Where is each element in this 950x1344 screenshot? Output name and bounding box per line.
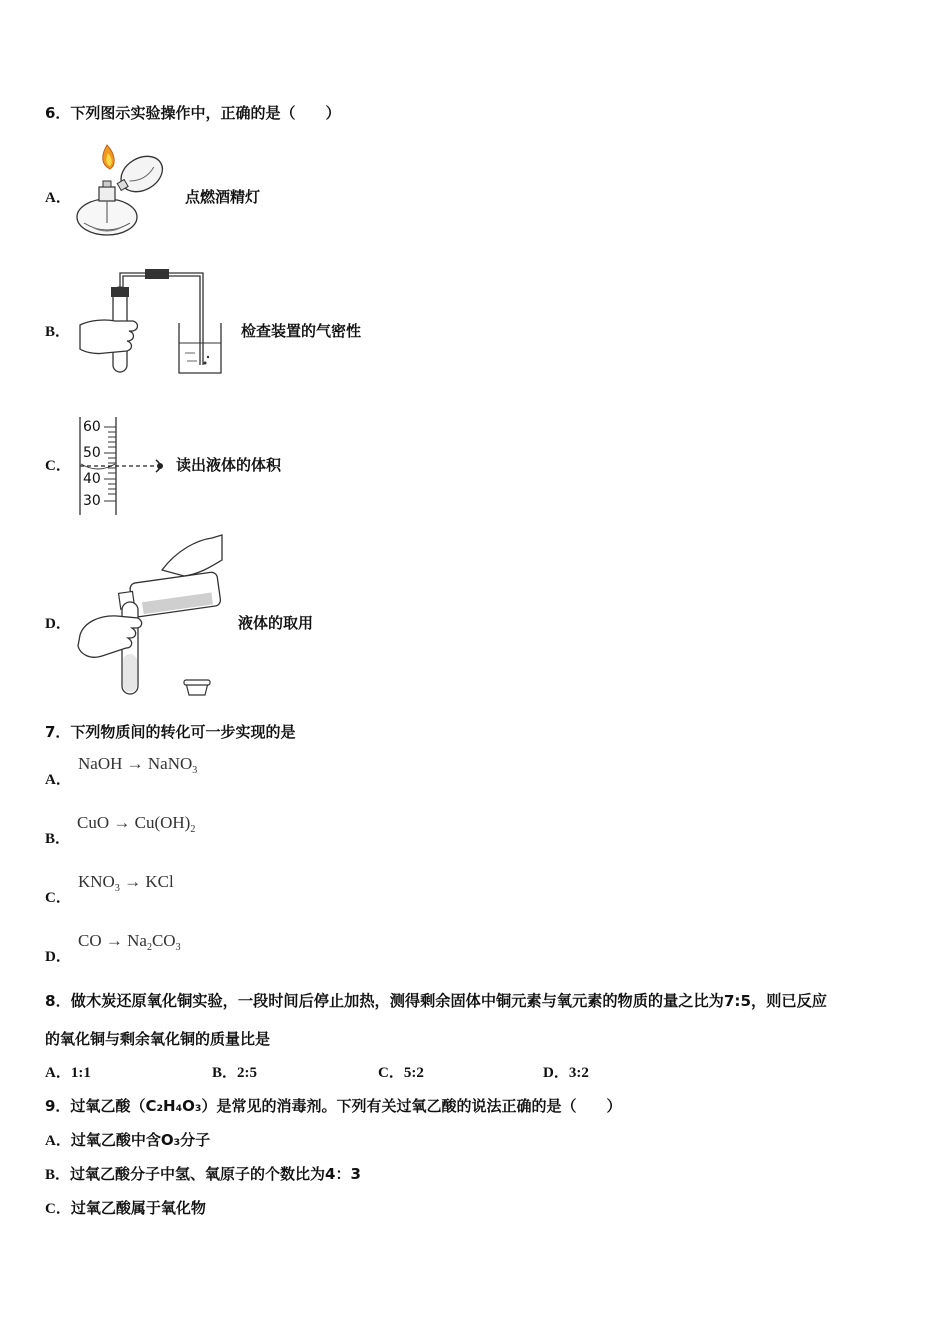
liquid-pouring-illustration	[72, 530, 232, 705]
q6-option-b-caption: 检查装置的气密性	[241, 322, 362, 340]
q8-option-b: B．2:5	[212, 1065, 258, 1081]
q6-option-c-letter: C．	[45, 458, 71, 474]
q6-option-a-caption: 点燃酒精灯	[185, 188, 261, 206]
q6-option-d-caption: 液体的取用	[238, 614, 314, 632]
q8-option-a: A．1:1	[45, 1065, 91, 1081]
q9-option-c: C．过氧乙酸属于氧化物	[45, 1199, 206, 1217]
q7-option-a-formula: NaOH → NaNO$_3$	[78, 754, 198, 776]
cylinder-tick-40: 40	[83, 471, 101, 487]
q7-stem: 7．下列物质间的转化可一步实现的是	[45, 723, 296, 741]
q6-option-d-letter: D．	[45, 616, 71, 632]
q8-option-d: D．3:2	[543, 1065, 589, 1081]
q8-stem-line-1: 8．做木炭还原氧化铜实验，一段时间后停止加热，测得剩余固体中铜元素与氧元素的物质的量之比为7:5，则已反应	[45, 992, 827, 1010]
cylinder-tick-50: 50	[83, 445, 101, 461]
q7-option-b-letter: B．	[45, 831, 71, 847]
cylinder-tick-30: 30	[83, 493, 101, 509]
q7-option-b-formula: CuO → $Cu(OH)_2$	[77, 813, 196, 835]
q7-option-d-letter: D．	[45, 949, 71, 965]
alcohol-lamp-lighting-illustration	[72, 135, 172, 243]
q6-option-c-caption: 读出液体的体积	[176, 456, 282, 474]
graduated-cylinder-illustration	[78, 415, 178, 517]
q7-option-c-formula: $KNO_3$ → KCl	[78, 872, 174, 894]
q9-option-b: B．过氧乙酸分子中氢、氧原子的个数比为4：3	[45, 1165, 361, 1183]
q6-stem: 6．下列图示实验操作中，正确的是（ ）	[45, 104, 341, 122]
q9-option-a: A．过氧乙酸中含O₃分子	[45, 1131, 211, 1149]
q6-option-b-letter: B．	[45, 324, 71, 340]
q8-stem-line-2: 的氧化铜与剩余氧化铜的质量比是	[45, 1030, 271, 1048]
q7-option-a-letter: A．	[45, 772, 71, 788]
airtightness-check-illustration	[75, 265, 230, 380]
q7-option-c-letter: C．	[45, 890, 71, 906]
q6-option-a-letter: A．	[45, 190, 71, 206]
q9-stem: 9．过氧乙酸（C₂H₄O₃）是常见的消毒剂。下列有关过氧乙酸的说法正确的是（ ）	[45, 1097, 622, 1115]
q8-option-c: C．5:2	[378, 1065, 424, 1081]
q7-option-d-formula: CO → $Na_2CO_3$	[78, 931, 181, 953]
cylinder-tick-60: 60	[83, 419, 101, 435]
